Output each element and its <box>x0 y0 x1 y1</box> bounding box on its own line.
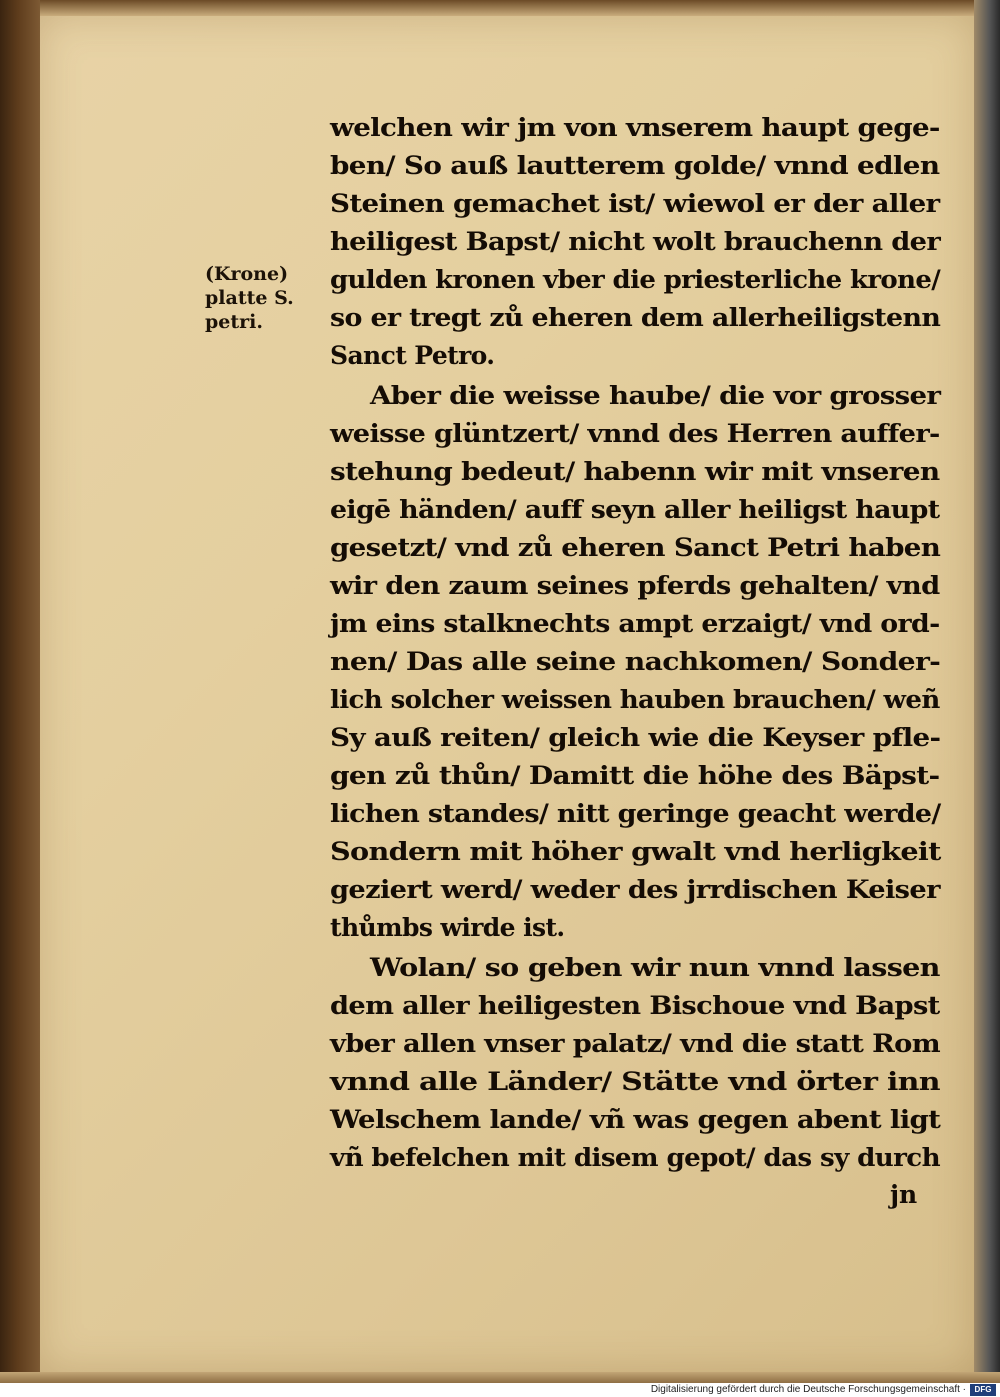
text-line: eigē händen/ auff seyn aller heiligst haupt <box>330 495 940 524</box>
text-line: Welschem lande/ vñ was gegen abent ligt <box>330 1105 941 1134</box>
text-line: Sy auß reiten/ gleich wie die Keyser pfle- <box>330 723 941 752</box>
text-line: thůmbs wirde ist. <box>330 913 565 942</box>
text-line: jm eins stalknechts ampt erzaigt/ vnd ord- <box>330 609 940 638</box>
scan-border-right <box>974 0 1000 1382</box>
text-line: gulden kronen vber die priesterliche krone/ <box>330 265 941 294</box>
text-line: welchen wir jm von vnserem haupt gege- <box>330 113 940 142</box>
text-line: wir den zaum seines pferds gehalten/ vnd <box>330 571 940 600</box>
marginal-note-line: petri. <box>205 311 263 333</box>
text-line: heiligest Bapst/ nicht wolt brauchenn der <box>330 227 941 256</box>
text-line: Sondern mit höher gwalt vnd herligkeit <box>330 837 941 866</box>
dfg-logo: DFG <box>970 1384 996 1396</box>
funding-credit: Digitalisierung gefördert durch die Deutsche Forschungsgemeinschaft · <box>650 1384 966 1395</box>
text-line: gesetzt/ vnd zů eheren Sanct Petri haben <box>330 533 941 562</box>
text-line: Steinen gemachet ist/ wiewol er der aller <box>330 189 940 218</box>
text-line: vber allen vnser palatz/ vnd die statt Rom <box>330 1029 940 1058</box>
text-line: dem aller heiligesten Bischoue vnd Bapst <box>330 991 940 1020</box>
marginal-note <box>205 262 315 334</box>
digitization-footer <box>0 1383 1000 1397</box>
scan-border-left <box>0 0 40 1382</box>
text-line: vñ befelchen mit disem gepot/ das sy durch <box>330 1143 940 1172</box>
marginal-note-line: platte S. <box>205 287 294 309</box>
text-line: ben/ So auß lautterem golde/ vnnd edlen <box>330 151 940 180</box>
text-line: stehung bedeut/ habenn wir mit vnseren <box>330 457 940 486</box>
text-line: vnnd alle Länder/ Stätte vnd örter inn <box>330 1067 940 1096</box>
text-line: gen zů thůn/ Damitt die höhe des Bäpst- <box>330 761 940 790</box>
text-line: Wolan/ so geben wir nun vnnd lassen <box>370 953 940 982</box>
text-line: nen/ Das alle seine nachkomen/ Sonder- <box>330 647 941 676</box>
text-line: so er tregt zů eheren dem allerheiligstenn <box>330 303 941 332</box>
text-line: lichen standes/ nitt geringe geacht werde/ <box>330 799 941 828</box>
text-line: Aber die weisse haube/ die vor grosser <box>370 381 941 410</box>
text-line: Sanct Petro. <box>330 341 495 370</box>
text-line: weisse glüntzert/ vnnd des Herren auffer- <box>330 419 940 448</box>
catchword: jn <box>890 1180 918 1209</box>
text-line: lich solcher weissen hauben brauchen/ weñ <box>330 685 940 714</box>
scan-border-top <box>0 0 1000 16</box>
text-line: geziert werd/ weder des jrrdischen Keiser <box>330 875 940 904</box>
marginal-note-line: (Krone) <box>205 263 289 285</box>
